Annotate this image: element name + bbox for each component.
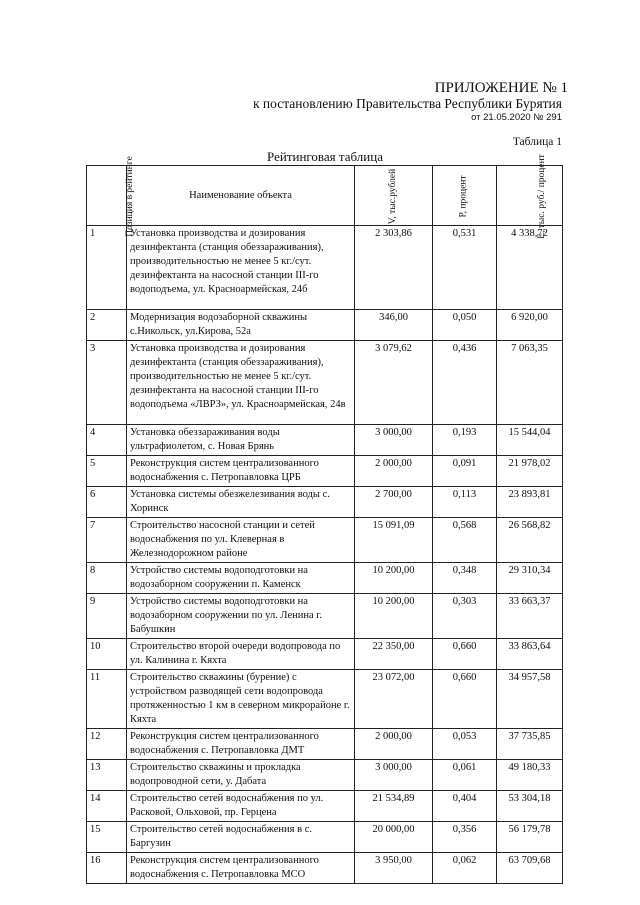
table-row xyxy=(87,791,563,822)
column-header-name: Наименование объекта xyxy=(127,166,355,226)
row-object-name: Реконструкция систем централизованного водоснабжения с. Петропавловка МСО xyxy=(127,853,355,884)
row-object-name: Строительство сетей водоснабжения по ул. Расковой, Ольховой, пр. Герцена xyxy=(127,791,355,822)
row-object-name: Строительство скважины (бурение) с устройством разводящей сети водопровода протяженностью 1 км в северном микрорайоне г. Кяхта xyxy=(127,670,355,729)
table-number: Таблица 1 xyxy=(512,136,562,148)
row-position: 2 xyxy=(87,310,127,341)
row-position: 14 xyxy=(87,791,127,822)
row-p: 0,303 xyxy=(433,594,497,639)
row-p: 0,568 xyxy=(433,518,497,563)
row-volume: 3 079,62 xyxy=(355,341,433,425)
row-e: 33 663,37 xyxy=(497,594,563,639)
row-volume: 20 000,00 xyxy=(355,822,433,853)
row-object-name: Строительство сетей водоснабжения в с. Баргузин xyxy=(127,822,355,853)
table-row xyxy=(87,310,563,341)
row-p: 0,356 xyxy=(433,822,497,853)
row-e: 37 735,85 xyxy=(497,729,563,760)
table-row xyxy=(87,594,563,639)
row-p: 0,660 xyxy=(433,639,497,670)
row-e: 53 304,18 xyxy=(497,791,563,822)
table-row xyxy=(87,822,563,853)
row-e: 21 978,02 xyxy=(497,456,563,487)
table-row xyxy=(87,670,563,729)
table-header-row xyxy=(87,166,563,226)
row-volume: 2 000,00 xyxy=(355,456,433,487)
row-position: 3 xyxy=(87,341,127,425)
row-volume: 3 000,00 xyxy=(355,760,433,791)
row-p: 0,050 xyxy=(433,310,497,341)
row-position: 9 xyxy=(87,594,127,639)
appendix-heading: ПРИЛОЖЕНИЕ № 1 xyxy=(434,80,568,96)
table-row xyxy=(87,729,563,760)
row-e: 6 920,00 xyxy=(497,310,563,341)
row-object-name: Установка системы обезжелезивания воды с. Хоринск xyxy=(127,487,355,518)
table-row xyxy=(87,853,563,884)
row-p: 0,436 xyxy=(433,341,497,425)
row-p: 0,113 xyxy=(433,487,497,518)
row-e: 56 179,78 xyxy=(497,822,563,853)
table-row xyxy=(87,487,563,518)
row-e: 63 709,68 xyxy=(497,853,563,884)
row-object-name: Устройство системы водоподготовки на водозаборном сооружении по ул. Ленина г. Бабушкин xyxy=(127,594,355,639)
row-object-name: Установка обеззараживания воды ультрафиолетом, с. Новая Брянь xyxy=(127,425,355,456)
row-volume: 3 950,00 xyxy=(355,853,433,884)
row-p: 0,061 xyxy=(433,760,497,791)
row-e: 34 957,58 xyxy=(497,670,563,729)
table-row xyxy=(87,341,563,425)
row-volume: 3 000,00 xyxy=(355,425,433,456)
row-position: 6 xyxy=(87,487,127,518)
row-volume: 2 700,00 xyxy=(355,487,433,518)
row-volume: 2 000,00 xyxy=(355,729,433,760)
column-header-e: E, тыс. руб./ процент xyxy=(497,166,563,226)
row-volume: 22 350,00 xyxy=(355,639,433,670)
row-p: 0,660 xyxy=(433,670,497,729)
table-row xyxy=(87,425,563,456)
row-position: 11 xyxy=(87,670,127,729)
column-header-p: P, процент xyxy=(433,166,497,226)
row-e: 33 863,64 xyxy=(497,639,563,670)
row-volume: 21 534,89 xyxy=(355,791,433,822)
row-volume: 2 303,86 xyxy=(355,226,433,310)
row-object-name: Реконструкция систем централизованного водоснабжения с. Петропавловка ДМТ xyxy=(127,729,355,760)
row-volume: 23 072,00 xyxy=(355,670,433,729)
row-object-name: Устройство системы водоподготовки на водозаборном сооружении п. Каменск xyxy=(127,563,355,594)
row-position: 13 xyxy=(87,760,127,791)
row-position: 5 xyxy=(87,456,127,487)
row-object-name: Реконструкция систем централизованного водоснабжения с. Петропавловка ЦРБ xyxy=(127,456,355,487)
row-p: 0,348 xyxy=(433,563,497,594)
row-object-name: Строительство насосной станции и сетей водоснабжения по ул. Клеверная в Железнодорожном районе xyxy=(127,518,355,563)
row-e: 49 180,33 xyxy=(497,760,563,791)
row-p: 0,193 xyxy=(433,425,497,456)
resolution-date: от 21.05.2020 № 291 xyxy=(471,112,562,123)
row-e: 29 310,34 xyxy=(497,563,563,594)
row-position: 10 xyxy=(87,639,127,670)
row-position: 4 xyxy=(87,425,127,456)
row-object-name: Строительство второй очереди водопровода по ул. Калинина г. Кяхта xyxy=(127,639,355,670)
row-p: 0,531 xyxy=(433,226,497,310)
row-volume: 346,00 xyxy=(355,310,433,341)
row-p: 0,062 xyxy=(433,853,497,884)
row-e: 23 893,81 xyxy=(497,487,563,518)
table-row xyxy=(87,760,563,791)
row-volume: 10 200,00 xyxy=(355,563,433,594)
row-p: 0,091 xyxy=(433,456,497,487)
row-e: 26 568,82 xyxy=(497,518,563,563)
row-position: 15 xyxy=(87,822,127,853)
row-position: 16 xyxy=(87,853,127,884)
row-object-name: Строительство скважины и прокладка водопроводной сети, у. Дабата xyxy=(127,760,355,791)
row-position: 12 xyxy=(87,729,127,760)
resolution-reference: к постановлению Правительства Республики Бурятия xyxy=(253,96,562,111)
row-position: 8 xyxy=(87,563,127,594)
table-row xyxy=(87,518,563,563)
row-e: 7 063,35 xyxy=(497,341,563,425)
table-row xyxy=(87,226,563,310)
row-object-name: Модернизация водозаборной скважины с.Никольск, ул.Кирова, 52а xyxy=(127,310,355,341)
column-header-volume: V, тыс.рублей xyxy=(355,166,433,226)
row-volume: 10 200,00 xyxy=(355,594,433,639)
row-e: 15 544,04 xyxy=(497,425,563,456)
table-title: Рейтинговая таблица xyxy=(267,149,383,164)
column-header-position: Позиция в рейтинге xyxy=(87,166,127,226)
row-p: 0,404 xyxy=(433,791,497,822)
row-p: 0,053 xyxy=(433,729,497,760)
row-position: 7 xyxy=(87,518,127,563)
row-position: 1 xyxy=(87,226,127,310)
row-volume: 15 091,09 xyxy=(355,518,433,563)
table-row xyxy=(87,639,563,670)
row-object-name: Установка производства и дозирования дезинфектанта (станция обеззараживания), производительностью не менее 5 кг./сут. дезинфектанта на насосной станции III-го водоподъема, ул. Красноармейская, 24б xyxy=(127,226,355,310)
row-e: 4 338,72 xyxy=(497,226,563,310)
row-object-name: Установка производства и дозирования дезинфектанта (станция обеззараживания), производительностью не менее 5 кг./сут. дезинфектанта на насосной станции III-го водоподъема «ЛВРЗ», ул. Красноармейская, 24в xyxy=(127,341,355,425)
table-row xyxy=(87,456,563,487)
table-row xyxy=(87,563,563,594)
